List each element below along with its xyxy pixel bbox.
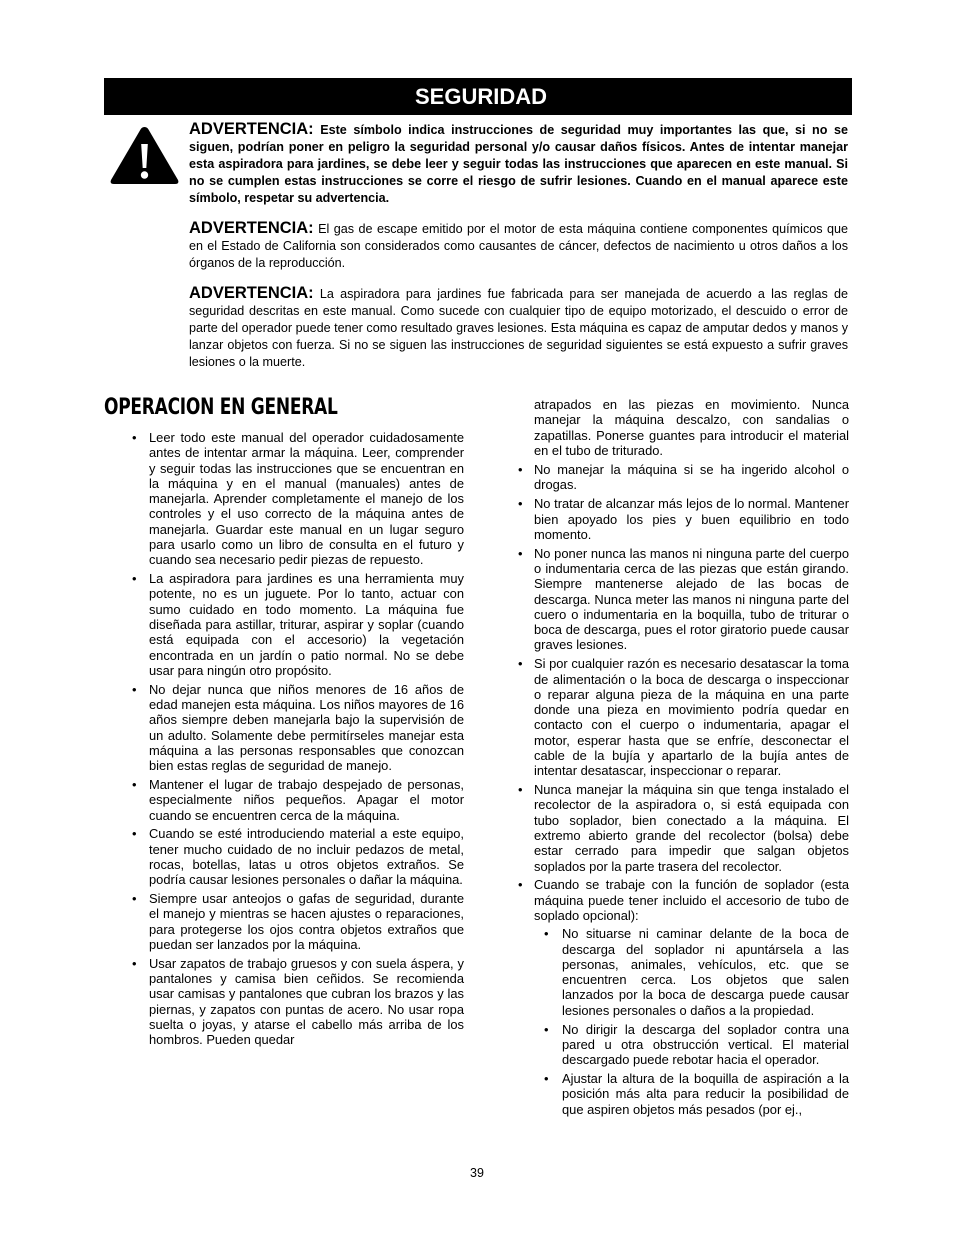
warning-paragraph-3 bbox=[189, 285, 848, 371]
section-title: OPERACION EN GENERAL bbox=[104, 395, 338, 420]
left-column bbox=[104, 430, 464, 1051]
list-item-text: Ajustar la altura de la boquilla de aspiración a la posición más alta para reducir la posibilidad de que aspiren objetos más pesados (por ej., bbox=[562, 1070, 849, 1117]
list-item-text: No poner nunca las manos ni ninguna parte del cuerpo o indumentaria cerca de las piezas que están girando. Siempre mantenerse alejado de las bocas de descarga. Nunca meter las manos ni ninguna parte del cuero o indumentaria en la boquilla, tubo de triturar o boca de descarga, pues el rotor giratorio puede causar graves lesiones. bbox=[534, 545, 849, 653]
bullet-icon: • bbox=[544, 1021, 549, 1037]
bullet-icon: • bbox=[544, 1070, 549, 1086]
list-item bbox=[104, 777, 464, 823]
list-item-text: Siempre usar anteojos o gafas de seguridad, durante el manejo y mientras se hacen ajustes o reparaciones, para protegerse los ojos contra objetos extraños que puedan ser lanzados por la máquina. bbox=[149, 891, 464, 952]
bullet-icon: • bbox=[132, 571, 137, 587]
list-item-text: Cuando se esté introduciendo material a este equipo, tener mucho cuidado de no incluir pedazos de metal, rocas, botellas, latas u otros objetos extraños. Se podría causar lesiones personales o dañar la máquina. bbox=[149, 826, 464, 888]
list-item bbox=[104, 956, 464, 1048]
bullet-icon: • bbox=[518, 877, 523, 893]
warnings-block bbox=[189, 121, 848, 384]
list-item bbox=[534, 926, 849, 1018]
bullet-icon: • bbox=[518, 496, 523, 512]
bullet-icon: • bbox=[518, 462, 523, 478]
bullet-icon: • bbox=[132, 430, 137, 445]
warning-text: El gas de escape emitido por el motor de esta máquina contiene componentes químicos que en el Estado de California son considerados como causantes de cáncer, defectos de nacimiento u otros daños a los órganos de la reproducción. bbox=[189, 222, 848, 270]
bullet-icon: • bbox=[518, 782, 523, 798]
list-item bbox=[104, 430, 464, 568]
list-item bbox=[518, 877, 849, 1116]
bullet-icon: • bbox=[132, 681, 137, 697]
warning-label: ADVERTENCIA: bbox=[189, 284, 314, 302]
list-item bbox=[104, 682, 464, 774]
list-item-text: La aspiradora para jardines es una herramienta muy potente, no es un juguete. Por lo tanto, actuar con sumo cuidado en todo momento. La máquina fue diseñada para astillar, triturar, aspirar y soplar (cuando está equipada con el accesorio) la vegetación encontrada en un jardín o patio normal. No se debe usar para ningún otro propósito. bbox=[149, 571, 464, 678]
list-item bbox=[518, 496, 849, 542]
list-item bbox=[518, 656, 849, 778]
list-item bbox=[534, 1071, 849, 1117]
bullet-icon: • bbox=[518, 545, 523, 561]
bullet-icon: • bbox=[132, 826, 137, 842]
list-item-text: Cuando se trabaje con la función de soplador (esta máquina puede tener incluido el accesorio de tubo de soplado opcional): bbox=[534, 877, 849, 923]
warning-label: ADVERTENCIA: bbox=[189, 219, 314, 237]
nested-bullet-list bbox=[534, 926, 849, 1117]
list-item-text: Mantener el lugar de trabajo despejado de personas, especialmente niños pequeños. Apagar el motor cuando se encuentren cerca de la máquina. bbox=[149, 777, 464, 823]
bullet-icon: • bbox=[132, 955, 137, 971]
continued-text: atrapados en las piezas en movimiento. Nunca manejar la máquina descalzo, con sandalias o zapatillas. Ponerse guantes para introducir el material en el tubo de triturado. bbox=[534, 397, 849, 458]
list-item-text: Usar zapatos de trabajo gruesos y con suela áspera, y pantalones y camisa bien ceñidos. Se recomienda usar camisas y pantalones que cubran los brazos y las piernas, y zapatos con puntas de acero. No usar ropa suelta o joyas, y atarse el cabello más arriba de los hombros. Pueden quedar bbox=[149, 955, 464, 1048]
list-item bbox=[518, 546, 849, 653]
bullet-icon: • bbox=[544, 926, 549, 942]
bullet-icon: • bbox=[132, 891, 137, 907]
list-item-text: Leer todo este manual del operador cuidadosamente antes de intentar armar la máquina. Leer, comprender y seguir todas las instrucciones que se encuentran en la máquina y en el manual (manuales) antes de manejarla. Aprender completamente el manejo de los controles y el uso correcto de la máquina antes de manejarla. Guardar este manual en un lugar seguro para usarlo como un libro de consulta en el futuro y cuando sea necesario pedir piezas de repuesto. bbox=[149, 430, 464, 568]
list-item bbox=[518, 462, 849, 493]
page-title: SEGURIDAD bbox=[415, 84, 548, 109]
list-item-text: Si por cualquier razón es necesario desatascar la toma de alimentación o la boca de descarga o inspeccionar o reparar alguna pieza de la máquina en una parte donde una pieza en movimiento podría quedar en contacto con el cuerpo o indumentaria, apagar el motor, esperar hasta que se enfríe, desconectar el cable de la bujía y apartarlo de la bujía antes de intentar desatascar, inspeccionar o reparar. bbox=[534, 656, 849, 779]
list-item-text: No dejar nunca que niños menores de 16 años de edad manejen esta máquina. Los niños mayores de 16 años siempre deben manejarla bajo la supervisión de un adulto. Solamente debe permitírseles manejar esta máquina a las personas responsables que conozcan bien estas reglas de seguridad de manejo. bbox=[149, 681, 464, 774]
list-item-text: No dirigir la descarga del soplador contra una pared u otra obstrucción vertical. El material descargado puede rebotar hacia el operador. bbox=[562, 1021, 849, 1068]
warning-icon bbox=[108, 124, 181, 187]
list-item-text: Nunca manejar la máquina sin que tenga instalado el recolector de la aspiradora o, si está equipada con tubo soplador, bien conectado a la máquina. El extremo abierto grande del recolector (bolsa) debe estar cerrado para impedir que salgan objetos soplados por la parte trasera del recolector. bbox=[534, 782, 849, 874]
right-column bbox=[518, 397, 849, 1120]
list-item bbox=[104, 891, 464, 952]
list-item-text: No situarse ni caminar delante de la boca de descarga del soplador ni apuntársela a las personas, animales, vehículos, etc. que se encuentren cerca. Los objetos que salen lanzados por la boca de descarga puede causar lesiones personales o daños a la propiedad. bbox=[562, 926, 849, 1018]
bullet-icon: • bbox=[132, 777, 137, 793]
list-item-text: No manejar la máquina si se ha ingerido alcohol o drogas. bbox=[534, 462, 849, 493]
list-item bbox=[104, 826, 464, 887]
warning-text: La aspiradora para jardines fue fabricada para ser manejada de acuerdo a las reglas de seguridad descritas en este manual. Como sucede con cualquier tipo de equipo motorizado, el descuido o error de parte del operador puede tener como resultado graves lesiones. Esta máquina es capaz de amputar dedos y manos y lanzar objetos con fuerza. Si no se siguen las instrucciones de seguridad siguientes se está expuesto a sufrir graves lesiones o la muerte. bbox=[189, 287, 848, 369]
warning-text: Este símbolo indica instrucciones de seguridad muy importantes las que, si no se siguen, podrían poner en peligro la seguridad personal y/o causar daños físicos. Antes de intentar manejar esta aspiradora para jardines, se debe leer y seguir todas las instrucciones que aparecen en este manual. Si no se cumplen estas instrucciones se corre el riesgo de sufrir lesiones. Cuando en el manual aparece este símbolo, respetar su advertencia. bbox=[189, 123, 848, 205]
warning-label: ADVERTENCIA: bbox=[189, 120, 314, 138]
warning-paragraph-2 bbox=[189, 220, 848, 272]
warning-paragraph-1 bbox=[189, 121, 848, 207]
list-item bbox=[104, 571, 464, 678]
list-item-text: No tratar de alcanzar más lejos de lo normal. Mantener bien apoyado los pies y buen equilibrio en todo momento. bbox=[534, 496, 849, 542]
list-item bbox=[518, 782, 849, 874]
list-item bbox=[534, 1022, 849, 1068]
bullet-icon: • bbox=[518, 656, 523, 672]
page-number: 39 bbox=[470, 1166, 484, 1180]
right-bullet-list bbox=[518, 462, 849, 1117]
left-bullet-list bbox=[104, 430, 464, 1048]
